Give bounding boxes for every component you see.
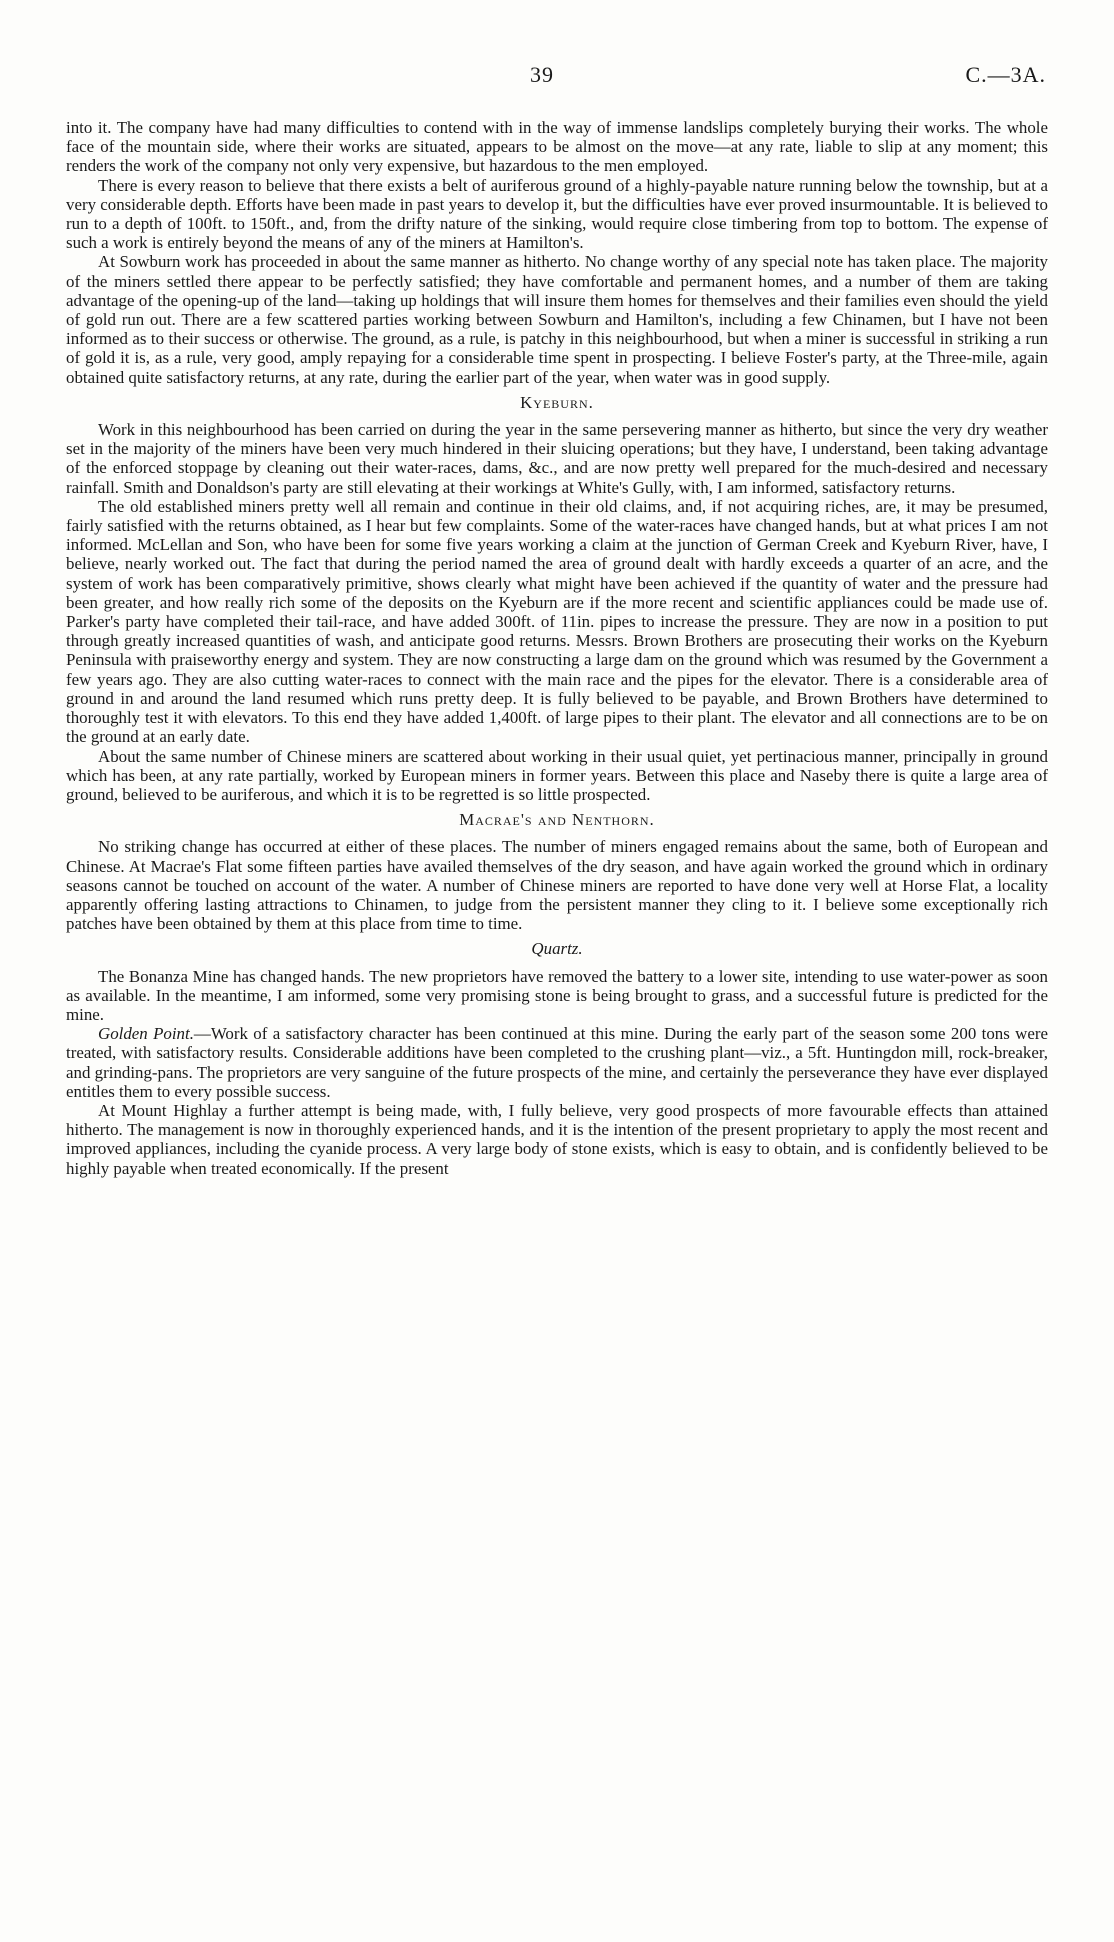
paragraph-golden-point — [66, 1024, 1048, 1101]
page-header — [0, 62, 1114, 92]
paragraph-landslips: into it. The company have had many difficulties to contend with in the way of immense landslips completely burying their works. The whole face of the mountain side, where their works are situated, appears to be almost on the move—at any rate, liable to slip at any moment; this renders the work of the company not only very expensive, but hazardous to the men employed. — [66, 118, 1048, 176]
paragraph-old-miners: The old established miners pretty well all remain and continue in their old claims, and, if not acquiring riches, are, it may be presumed, fairly satisfied with the returns obtained, as I hear but few complaints. Some of the water-races have changed hands, but at what prices I am not informed. McLellan and Son, who have been for some five years working a claim at the junction of German Creek and Kyeburn River, have, I believe, nearly worked out. The fact that during the period named the area of ground dealt with hardly exceeds a quarter of an acre, and the system of work has been comparatively primitive, shows clearly what might have been achieved if the quantity of water and the pressure had been greater, and how really rich some of the deposits on the Kyeburn are if the more recent and scientific appliances could be made use of. Parker's party have completed their tail-race, and have added 300ft. of 11in. pipes to increase the pressure. They are now in a position to put through greatly increased quantities of wash, and anticipate good returns. Messrs. Brown Brothers are prosecuting their works on the Kyeburn Peninsula with praiseworthy energy and system. They are now constructing a large dam on the ground which was resumed by the Government a few years ago. They are also cutting water-races to connect with the main race and the pipes for the elevator. There is a considerable area of ground in and around the land resumed which runs pretty deep. It is fully believed to be payable, and Brown Brothers have determined to thoroughly test it with elevators. To this end they have added 1,400ft. of large pipes to their plant. The elevator and all connections are to be on the ground at an early date. — [66, 496, 1048, 747]
paragraph-kyeburn-work: Work in this neighbourhood has been carried on during the year in the same persevering manner as hitherto, but since the very dry weather set in the majority of the miners have been very much hindered in their sluicing operations; but they have, I understand, been taking advantage of the enforced stoppage by cleaning out their water-races, dams, &c., and are now pretty well prepared for the much-desired and necessary rainfall. Smith and Donaldson's party are still elevating at their workings at White's Gully, with, I am informed, satisfactory returns. — [66, 420, 1048, 497]
paragraph-chinese-miners: About the same number of Chinese miners are scattered about working in their usual quiet, yet pertinacious manner, principally in ground which has been, at any rate partially, worked by European miners in former years. Between this place and Naseby there is quite a large area of ground, believed to be auriferous, and which it is to be regretted is so little prospected. — [66, 746, 1048, 804]
page-number: 39 — [530, 62, 554, 87]
body-text — [66, 118, 1048, 1178]
paragraph-auriferous-belt: There is every reason to believe that there exists a belt of auriferous ground of a highly-payable nature running below the township, but at a very considerable depth. Efforts have been made in past years to develop it, but the difficulties have ever proved insurmountable. It is believed to run to a depth of 100ft. to 150ft., and, from the drifty nature of the sinking, would require close timbering from top to bottom. The expense of such a work is entirely beyond the means of any of the miners at Hamilton's. — [66, 175, 1048, 253]
section-heading-kyeburn: Kyeburn. — [520, 392, 594, 412]
document-reference: C.—3A. — [965, 62, 1046, 87]
run-in-heading-golden-point: Golden Point. — [98, 1024, 194, 1044]
section-heading-macraes: Macrae's and Nenthorn. — [459, 810, 655, 830]
paragraph-bonanza: The Bonanza Mine has changed hands. The new proprietors have removed the battery to a lower site, intending to use water-power as soon as available. In the meantime, I am informed, some very promising stone is being brought to grass, and a successful future is predicted for the mine. — [66, 966, 1048, 1024]
paragraph-mount-highlay: At Mount Highlay a further attempt is being made, with, I fully believe, very good prospects of more favourable effects than attained hitherto. The management is now in thoroughly experienced hands, and it is the intention of the present proprietary to apply the most recent and improved appliances, including the cyanide process. A very large body of stone exists, which is easy to obtain, and is confidently believed to be highly payable when treated economically. If the present — [66, 1100, 1048, 1178]
section-heading-quartz: Quartz. — [531, 939, 583, 959]
paragraph-golden-point-text: —Work of a satisfactory character has been continued at this mine. During the early part of the season some 200 tons were treated, with satisfactory results. Considerable additions have been completed to the crushing plant—viz., a 5ft. Huntingdon mill, rock-breaker, and grinding-pans. The proprietors are very sanguine of the future prospects of the mine, and certainly the perseverance they have ever displayed entitles them to every possible success. — [66, 1024, 1048, 1101]
paragraph-macraes: No striking change has occurred at either of these places. The number of miners engaged remains about the same, both of European and Chinese. At Macrae's Flat some fifteen parties have availed themselves of the dry season, and have again worked the ground which in ordinary seasons cannot be touched on account of the water. A number of Chinese miners are reported to have done very well at Horse Flat, a locality apparently offering lasting attractions to Chinamen, to judge from the persistent manner they cling to it. I believe some exceptionally rich patches have been obtained by them at this place from time to time. — [66, 837, 1048, 934]
paragraph-sowburn: At Sowburn work has proceeded in about the same manner as hitherto. No change worthy of any special note has taken place. The majority of the miners settled there appear to be perfectly satisfied; they have comfortable and permanent homes, and a number of them are taking advantage of the opening-up of the land—taking up holdings that will insure them homes for themselves and their families even should the yield of gold run out. There are a few scattered parties working between Sowburn and Hamilton's, including a few Chinamen, but I have not been informed as to their success or otherwise. The ground, as a rule, is patchy in this neighbourhood, but when a miner is successful in striking a run of gold it is, as a rule, very good, amply repaying for a considerable time spent in prospecting. I believe Foster's party, at the Three-mile, again obtained quite satisfactory returns, at any rate, during the earlier part of the year, when water was in good supply. — [66, 252, 1048, 387]
